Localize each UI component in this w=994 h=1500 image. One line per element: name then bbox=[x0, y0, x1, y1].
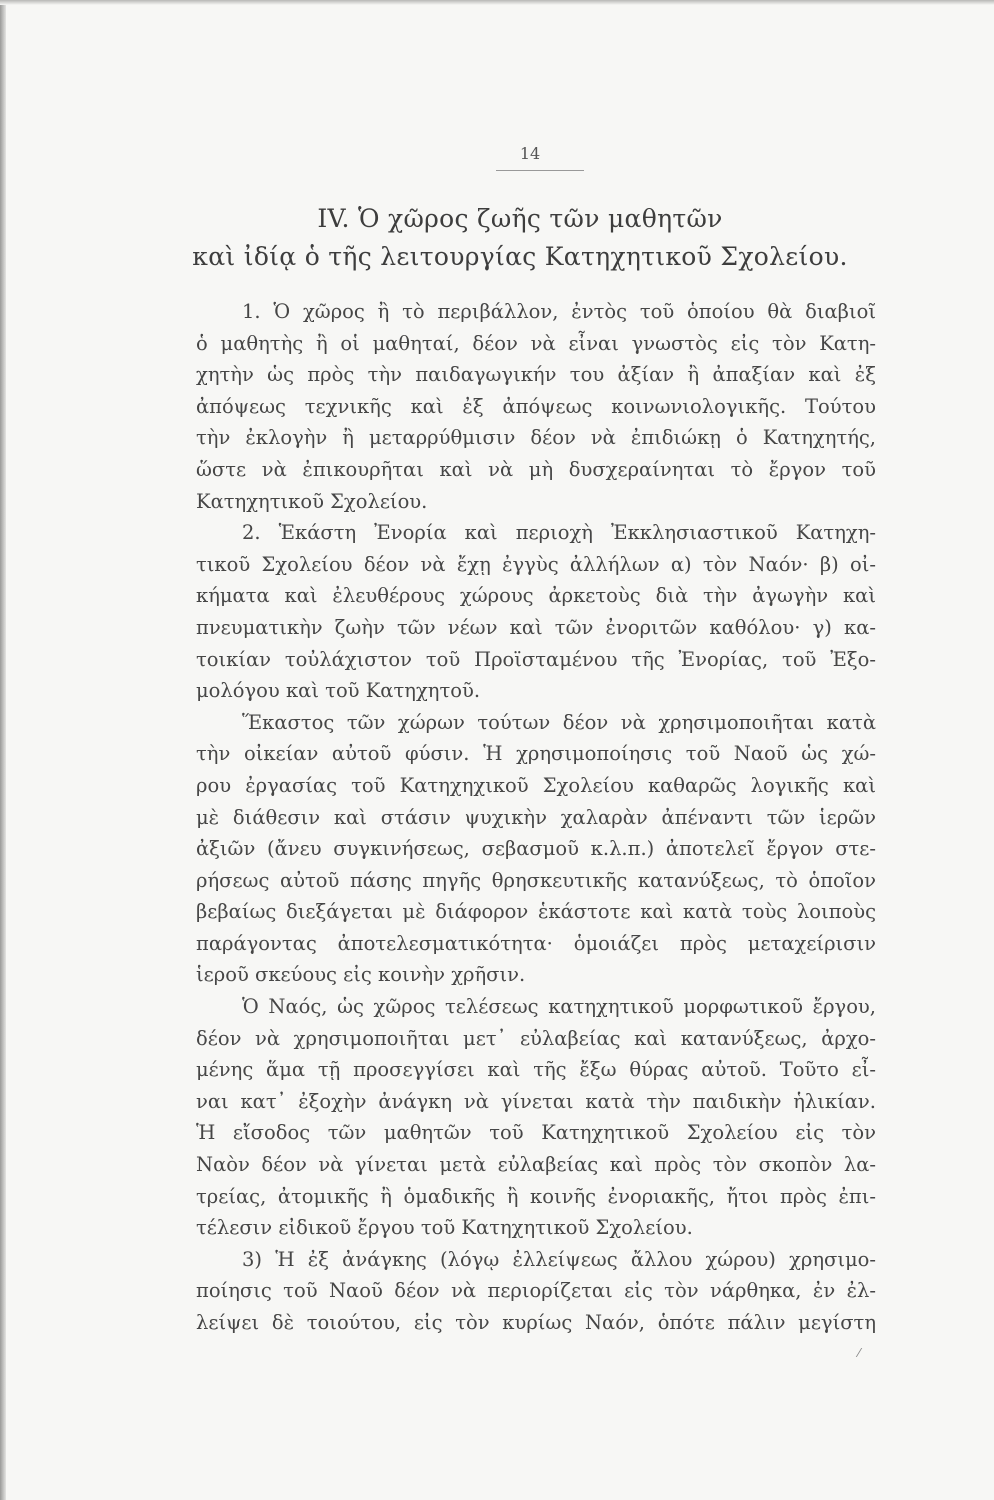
text-line: δέον νὰ χρησιμοποιῆται μετ᾿ εὐλαβείας καὶ κατανύξεως, ἀρχο- bbox=[196, 1026, 876, 1050]
chapter-title-line-2: καὶ ἰδίᾳ ὁ τῆς λειτουργίας Κατηχητικοῦ Σχολείου. bbox=[192, 242, 848, 271]
text-line: ποίησις τοῦ Ναοῦ δέον νὰ περιορίζεται εἰς τὸν νάρθηκα, ἐν ἐλ- bbox=[196, 1279, 876, 1303]
text-line: μένης ἅμα τῇ προσεγγίσει καὶ τῆς ἔξω θύρας αὐτοῦ. Τοῦτο εἶ- bbox=[196, 1058, 876, 1082]
text-line: τέλεσιν εἰδικοῦ ἔργου τοῦ Κατηχητικοῦ Σχολείου. bbox=[196, 1216, 693, 1240]
text-line: ὥστε νὰ ἐπικουρῆται καὶ νὰ μὴ δυσχεραίνηται τὸ ἔργον τοῦ bbox=[196, 457, 876, 481]
text-line: πνευματικὴν ζωὴν τῶν νέων καὶ τῶν ἐνοριτῶν καθόλου· γ) κα- bbox=[196, 615, 876, 639]
scan-edge-top bbox=[0, 0, 994, 5]
text-line: τὴν οἰκείαν αὐτοῦ φύσιν. Ἡ χρησιμοποίησις τοῦ Ναοῦ ὡς χώ- bbox=[196, 742, 876, 766]
text-line: τικοῦ Σχολείου δέον νὰ ἔχῃ ἐγγὺς ἀλλήλων α) τὸν Ναόν· β) οἰ- bbox=[196, 552, 876, 576]
page-number-rule bbox=[496, 170, 584, 171]
text-line: ναι κατ᾿ ἐξοχὴν ἀνάγκη νὰ γίνεται κατὰ τὴν παιδικὴν ἡλικίαν. bbox=[196, 1089, 876, 1113]
text-line: ρήσεως αὐτοῦ πάσης πηγῆς θρησκευτικῆς κατανύξεως, τὸ ὁποῖον bbox=[196, 868, 876, 892]
text-line: χητὴν ὡς πρὸς τὴν παιδαγωγικήν του ἀξίαν ἢ ἀπαξίαν καὶ ἐξ bbox=[196, 363, 876, 387]
text-line: 1. Ὁ χῶρος ἢ τὸ περιβάλλον, ἐντὸς τοῦ ὁποίου θὰ διαβιοῖ bbox=[242, 300, 876, 323]
text-line: κήματα καὶ ἐλευθέρους χώρους ἀρκετοὺς διὰ τὴν ἀγωγὴν καὶ bbox=[196, 584, 876, 608]
text-line: Ὁ Ναός, ὡς χῶρος τελέσεως κατηχητικοῦ μορφωτικοῦ ἔργου, bbox=[242, 995, 876, 1019]
text-line: ἱεροῦ σκεύους εἰς κοινὴν χρῆσιν. bbox=[196, 963, 526, 987]
text-line: ρου ἐργασίας τοῦ Κατηχηχικοῦ Σχολείου καθαρῶς λογικῆς καὶ bbox=[196, 773, 876, 797]
text-line: ἀπόψεως τεχνικῆς καὶ ἐξ ἀπόψεως κοινωνιολογικῆς. Τούτου bbox=[196, 394, 876, 418]
text-line: 3) Ἡ ἐξ ἀνάγκης (λόγῳ ἐλλείψεως ἄλλου χώρου) χρησιμο- bbox=[242, 1247, 876, 1271]
text-line: τοικίαν τοὐλάχιστον τοῦ Προϊσταμένου τῆς Ἐνορίας, τοῦ Ἐξο- bbox=[196, 647, 876, 671]
text-line: παράγοντας ἀποτελεσματικότητα· ὁμοιάζει πρὸς μεταχείρισιν bbox=[196, 931, 876, 955]
scan-edge-left bbox=[0, 0, 6, 1500]
text-line: μολόγου καὶ τοῦ Κατηχητοῦ. bbox=[196, 679, 481, 703]
text-line: 2. Ἑκάστη Ἐνορία καὶ περιοχὴ Ἐκκλησιαστικοῦ Κατηχη- bbox=[242, 521, 876, 545]
text-line: Κατηχητικοῦ Σχολείου. bbox=[196, 489, 428, 513]
text-line: λείψει δὲ τοιούτου, εἰς τὸν κυρίως Ναόν, ὁπότε πάλιν μεγίστη bbox=[196, 1311, 876, 1334]
text-line: ἀξιῶν (ἄνευ συγκινήσεως, σεβασμοῦ κ.λ.π.) ἀποτελεῖ ἔργον στε- bbox=[196, 837, 876, 861]
text-line: τρείας, ἀτομικῆς ἢ ὁμαδικῆς ἢ κοινῆς ἐνοριακῆς, ἤτοι πρὸς ἐπι- bbox=[196, 1184, 876, 1208]
page-number: 14 bbox=[519, 144, 541, 163]
chapter-title-line-1: IV. Ὁ χῶρος ζωῆς τῶν μαθητῶν bbox=[317, 204, 723, 233]
text-line: τὴν ἐκλογὴν ἢ μεταρρύθμισιν δέον νὰ ἐπιδιώκῃ ὁ Κατηχητής, bbox=[196, 426, 876, 450]
text-line: Ἡ εἴσοδος τῶν μαθητῶν τοῦ Κατηχητικοῦ Σχολείου εἰς τὸν bbox=[196, 1121, 876, 1145]
text-line: μὲ διάθεσιν καὶ στάσιν ψυχικὴν χαλαρὰν ἀπέναντι τῶν ἱερῶν bbox=[196, 805, 876, 829]
text-line: Ναὸν δέον νὰ γίνεται μετὰ εὐλαβείας καὶ πρὸς τὸν σκοπὸν λα- bbox=[196, 1153, 876, 1177]
stray-ink-mark: ⁄ bbox=[858, 1346, 861, 1360]
body-text bbox=[196, 296, 876, 1339]
text-line: βεβαίως διεξάγεται μὲ διάφορον ἑκάστοτε καὶ κατὰ τοὺς λοιποὺς bbox=[196, 900, 876, 924]
text-line: Ἕκαστος τῶν χώρων τούτων δέον νὰ χρησιμοποιῆται κατὰ bbox=[242, 710, 876, 734]
text-line: ὁ μαθητὴς ἢ οἱ μαθηταί, δέον νὰ εἶναι γνωστὸς εἰς τὸν Κατη- bbox=[196, 331, 876, 355]
chapter-title bbox=[180, 200, 860, 276]
